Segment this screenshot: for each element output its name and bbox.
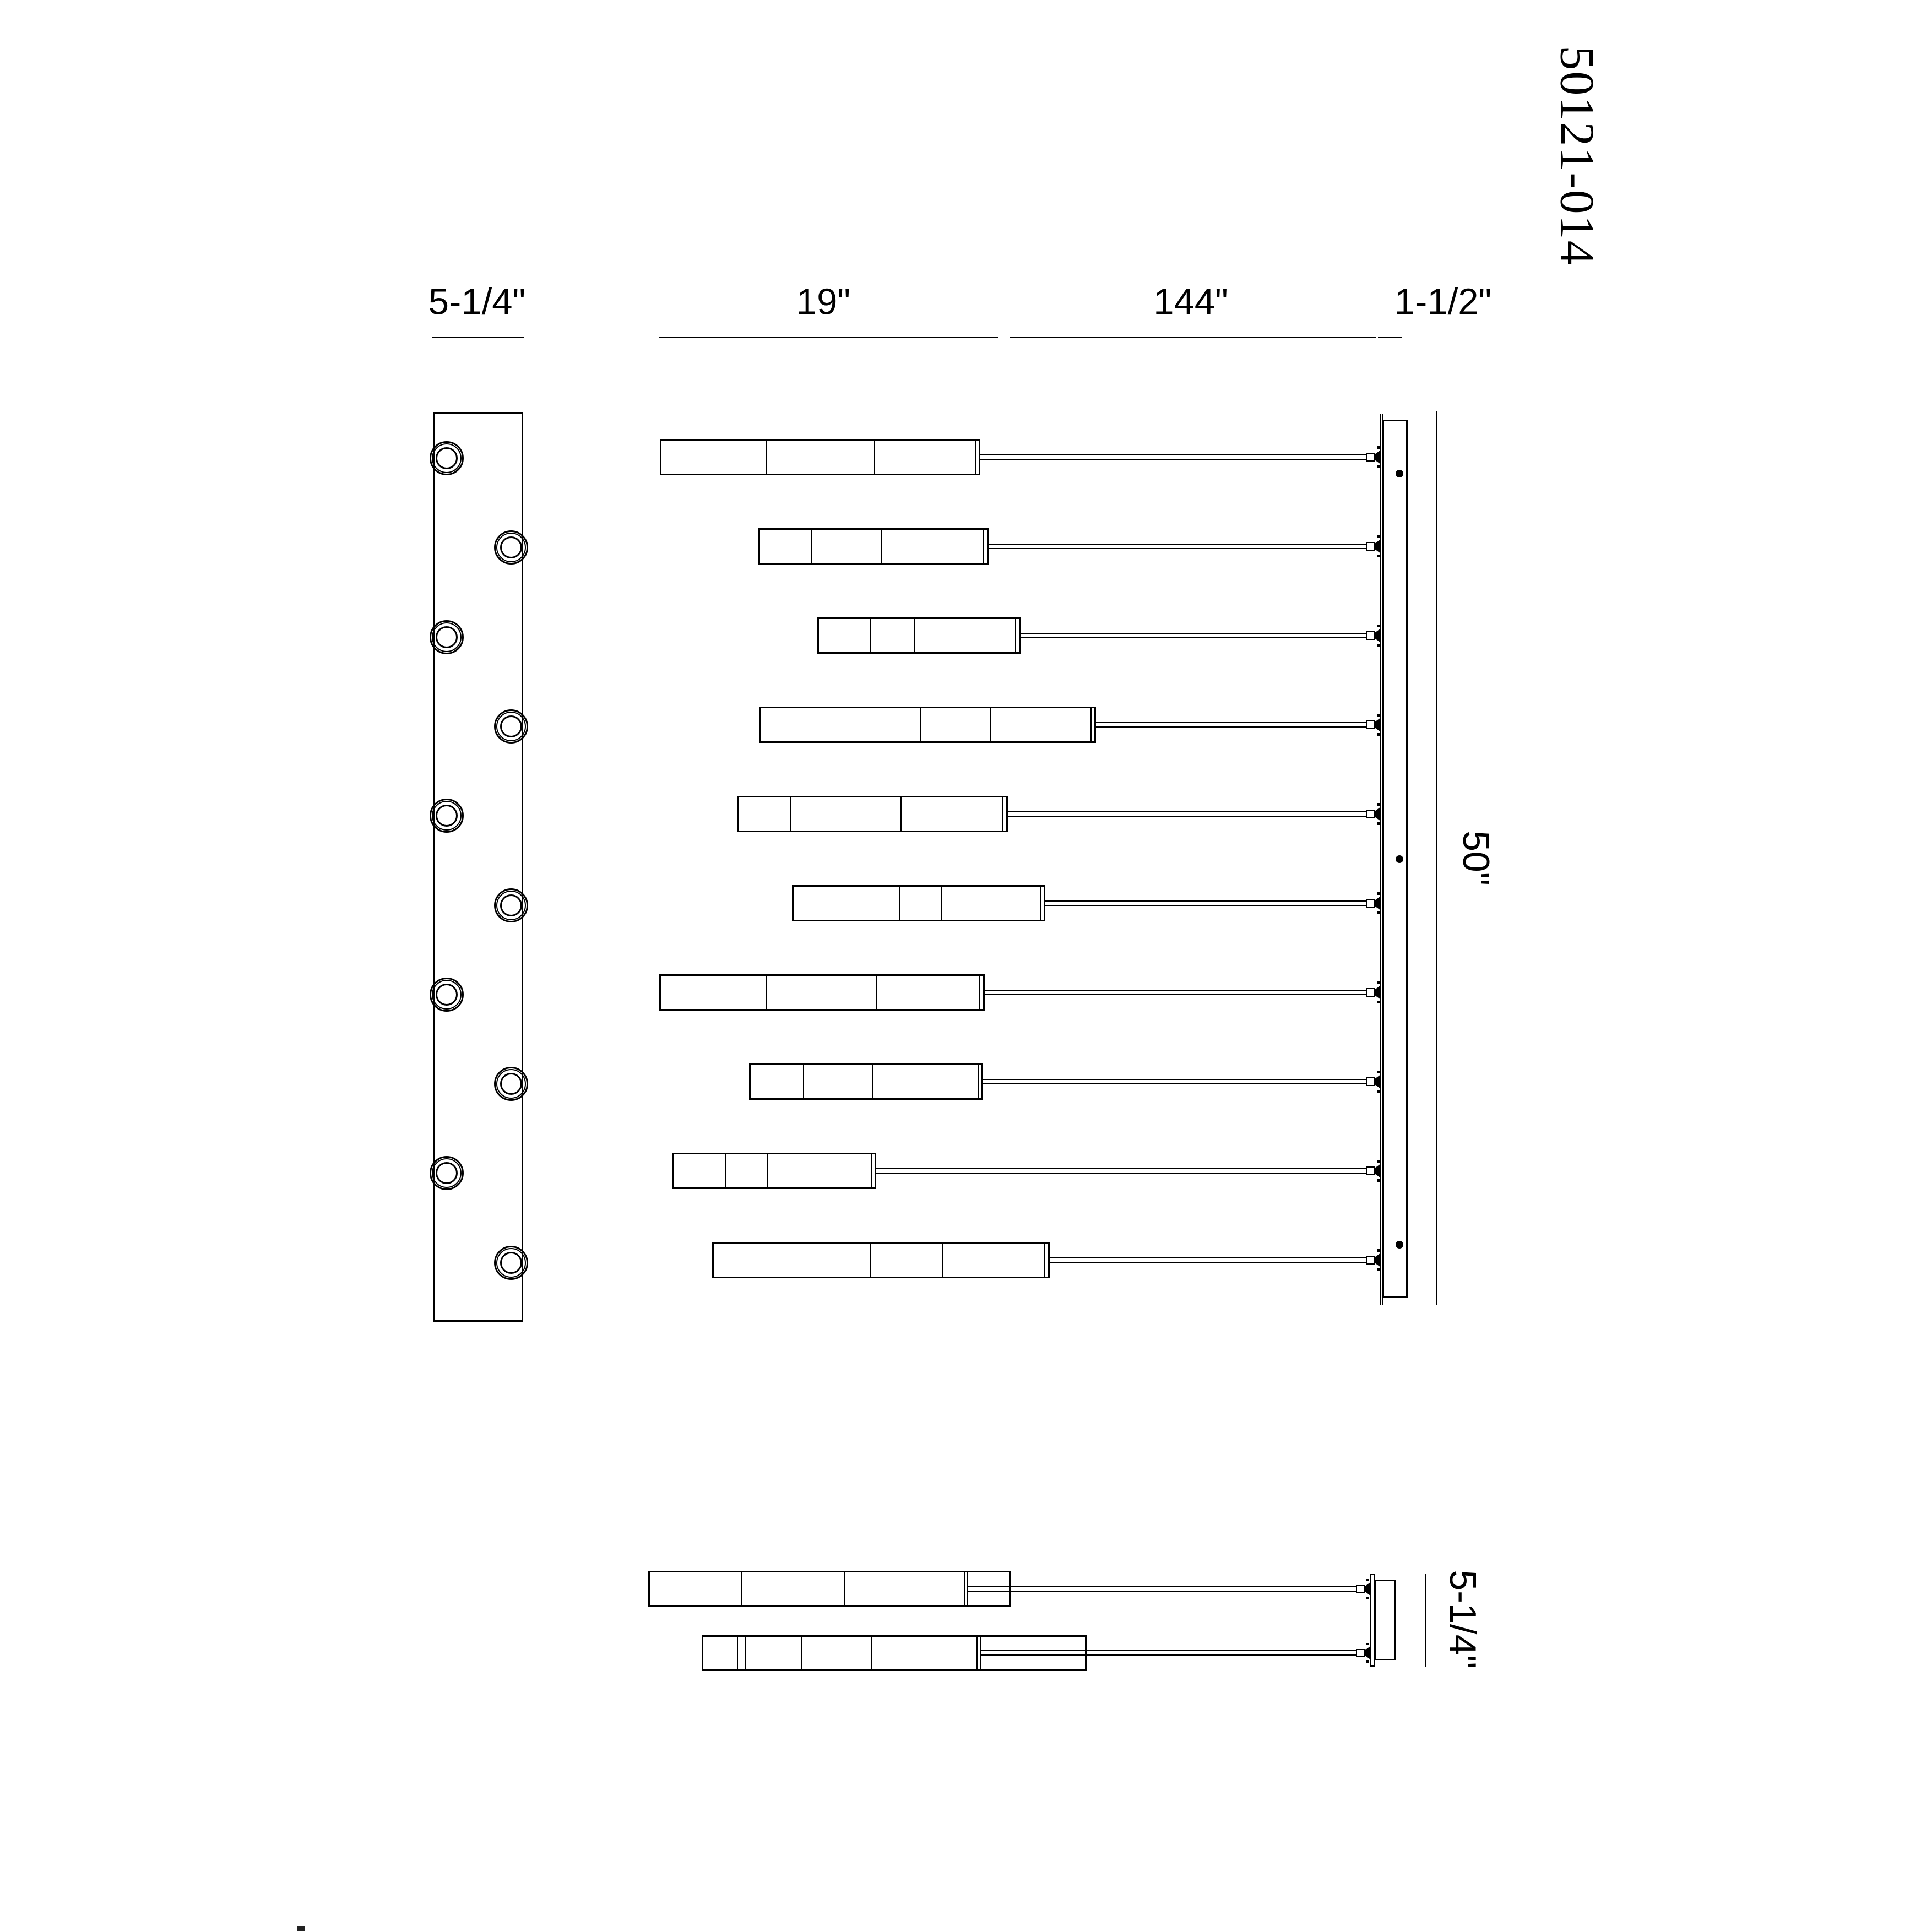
light-bar-endcap	[1040, 887, 1041, 920]
dim-label-bar-length: 19"	[796, 281, 851, 323]
light-bar-divider	[811, 530, 812, 563]
light-bar-divider	[874, 441, 875, 474]
stem-ferrule	[1366, 720, 1375, 729]
mounting-screw	[1396, 470, 1403, 477]
stem-ferrule	[1366, 988, 1375, 997]
lamp-ring-inner	[436, 447, 458, 469]
mounting-screw	[1396, 855, 1403, 863]
stem-rod-bottom	[1008, 816, 1366, 817]
stem-rod-top	[989, 544, 1366, 545]
light-bar-divider	[920, 708, 921, 741]
light-bar-divider	[870, 1244, 871, 1277]
dim-label-bar-span: 50"	[1455, 831, 1497, 886]
front-canopy-face	[1370, 1574, 1375, 1667]
stem-rod-bottom	[1045, 905, 1366, 906]
front-stem-screw-top	[1366, 1579, 1369, 1581]
light-bar-endcap	[871, 1154, 872, 1187]
stem-ferrule	[1366, 1077, 1375, 1086]
front-stem-bottom	[968, 1591, 1356, 1592]
dim-line-top	[1010, 337, 1376, 338]
light-bar	[660, 439, 980, 475]
front-bar-divider	[844, 1572, 845, 1605]
part-number-label: 50121-014	[1550, 46, 1604, 266]
stem-rod-top	[876, 1168, 1366, 1169]
stem-rod-top	[1050, 1257, 1366, 1258]
stem-ferrule	[1366, 631, 1375, 640]
light-bar-endcap	[1002, 797, 1003, 831]
stem-rod-top	[1008, 811, 1366, 812]
front-bar-divider	[737, 1637, 738, 1669]
front-light-bar	[702, 1635, 1087, 1671]
lamp-ring-inner	[436, 1162, 458, 1184]
light-bar	[659, 974, 985, 1011]
light-bar-endcap	[978, 1065, 979, 1098]
stem-rod-bottom	[980, 459, 1366, 460]
light-bar-endcap	[1044, 1244, 1045, 1277]
front-light-bar	[648, 1571, 1011, 1607]
light-bar	[749, 1063, 983, 1100]
stem-rod-bottom	[1050, 1262, 1366, 1263]
lamp-ring-inner	[500, 1073, 522, 1095]
light-bar-divider	[872, 1065, 873, 1098]
front-stem-screw-bottom	[1366, 1660, 1369, 1663]
stem-rod-top	[1096, 722, 1366, 723]
dim-line-top	[432, 337, 524, 338]
light-bar-divider	[942, 1244, 943, 1277]
stem-ferrule	[1366, 1166, 1375, 1175]
light-bar	[712, 1242, 1050, 1278]
light-bar-divider	[767, 1154, 768, 1187]
dim-line-bottom	[1425, 1574, 1426, 1667]
light-bar-divider	[790, 797, 791, 831]
light-bar-divider	[900, 797, 902, 831]
lamp-ring-inner	[436, 805, 458, 827]
lamp-ring-inner	[500, 894, 522, 916]
stem-rod-top	[985, 990, 1366, 991]
stem-rod-top	[980, 454, 1366, 455]
front-bar-divider	[741, 1572, 742, 1605]
stem-rod-top	[1045, 900, 1366, 902]
front-bar-divider	[967, 1572, 968, 1605]
light-bar-divider	[899, 887, 900, 920]
front-bar-divider	[980, 1637, 981, 1669]
stem-rod-bottom	[876, 1173, 1366, 1174]
dim-line-top	[659, 337, 998, 338]
stem-ferrule	[1366, 1256, 1375, 1265]
dim-label-bar-depth: 1-1/2"	[1394, 281, 1492, 323]
light-bar	[792, 885, 1045, 921]
light-bar-divider	[725, 1154, 726, 1187]
light-bar-endcap	[1090, 708, 1092, 741]
stem-ferrule	[1366, 542, 1375, 551]
stem-rod-top	[1021, 633, 1366, 634]
stem-ferrule	[1366, 899, 1375, 908]
light-bar-divider	[990, 708, 991, 741]
lamp-ring-inner	[500, 536, 522, 558]
light-bar-divider	[941, 887, 942, 920]
front-bar-divider	[976, 1637, 978, 1669]
front-bar-divider	[964, 1572, 965, 1605]
lamp-ring-inner	[500, 715, 522, 737]
front-stem-top	[968, 1586, 1356, 1587]
stem-rod-bottom	[1021, 637, 1366, 638]
stem-rod-bottom	[989, 548, 1366, 549]
dim-line-side	[1436, 411, 1437, 1305]
front-stem-top	[980, 1650, 1356, 1651]
lamp-ring-inner	[436, 626, 458, 648]
front-bar-divider	[801, 1637, 802, 1669]
light-bar	[759, 707, 1096, 743]
light-bar-divider	[881, 530, 882, 563]
stem-ferrule	[1366, 810, 1375, 818]
stem-rod-bottom	[983, 1083, 1366, 1084]
stem-rod-bottom	[1096, 726, 1366, 728]
mounting-screw	[1396, 1241, 1403, 1249]
light-bar-endcap	[975, 441, 976, 474]
front-stem-screw-top	[1366, 1643, 1369, 1645]
light-bar-divider	[870, 619, 871, 652]
dim-label-canopy-width-top: 5-1/4"	[428, 281, 526, 323]
front-stem-ferrule	[1356, 1585, 1365, 1593]
dim-label-canopy-width-bottom: 5-1/4"	[1442, 1570, 1484, 1669]
light-bar	[817, 617, 1021, 654]
light-bar-endcap	[979, 976, 980, 1009]
light-bar-divider	[766, 441, 767, 474]
dim-line-top	[1378, 337, 1402, 338]
front-stem-bottom	[980, 1654, 1356, 1656]
stem-ferrule	[1366, 453, 1375, 462]
light-bar	[672, 1153, 876, 1189]
light-bar-endcap	[983, 530, 984, 563]
front-stem-ferrule	[1356, 1649, 1365, 1657]
lamp-ring-inner	[500, 1252, 522, 1274]
light-bar-endcap	[1015, 619, 1016, 652]
front-canopy-body	[1375, 1580, 1396, 1660]
front-stem-screw-bottom	[1366, 1597, 1369, 1599]
light-bar	[758, 528, 989, 565]
front-bar-divider	[871, 1637, 872, 1669]
mounting-bar-body	[1382, 420, 1408, 1298]
light-bar-divider	[766, 976, 767, 1009]
lamp-ring-inner	[436, 984, 458, 1006]
stem-rod-bottom	[985, 994, 1366, 995]
stem-rod-top	[983, 1079, 1366, 1080]
front-bar-divider	[745, 1637, 746, 1669]
print-artifact	[297, 1926, 305, 1931]
light-bar-divider	[876, 976, 877, 1009]
light-bar-divider	[803, 1065, 804, 1098]
dim-label-rod-length: 144"	[1153, 281, 1228, 323]
light-bar	[737, 796, 1008, 832]
light-bar-divider	[914, 619, 915, 652]
